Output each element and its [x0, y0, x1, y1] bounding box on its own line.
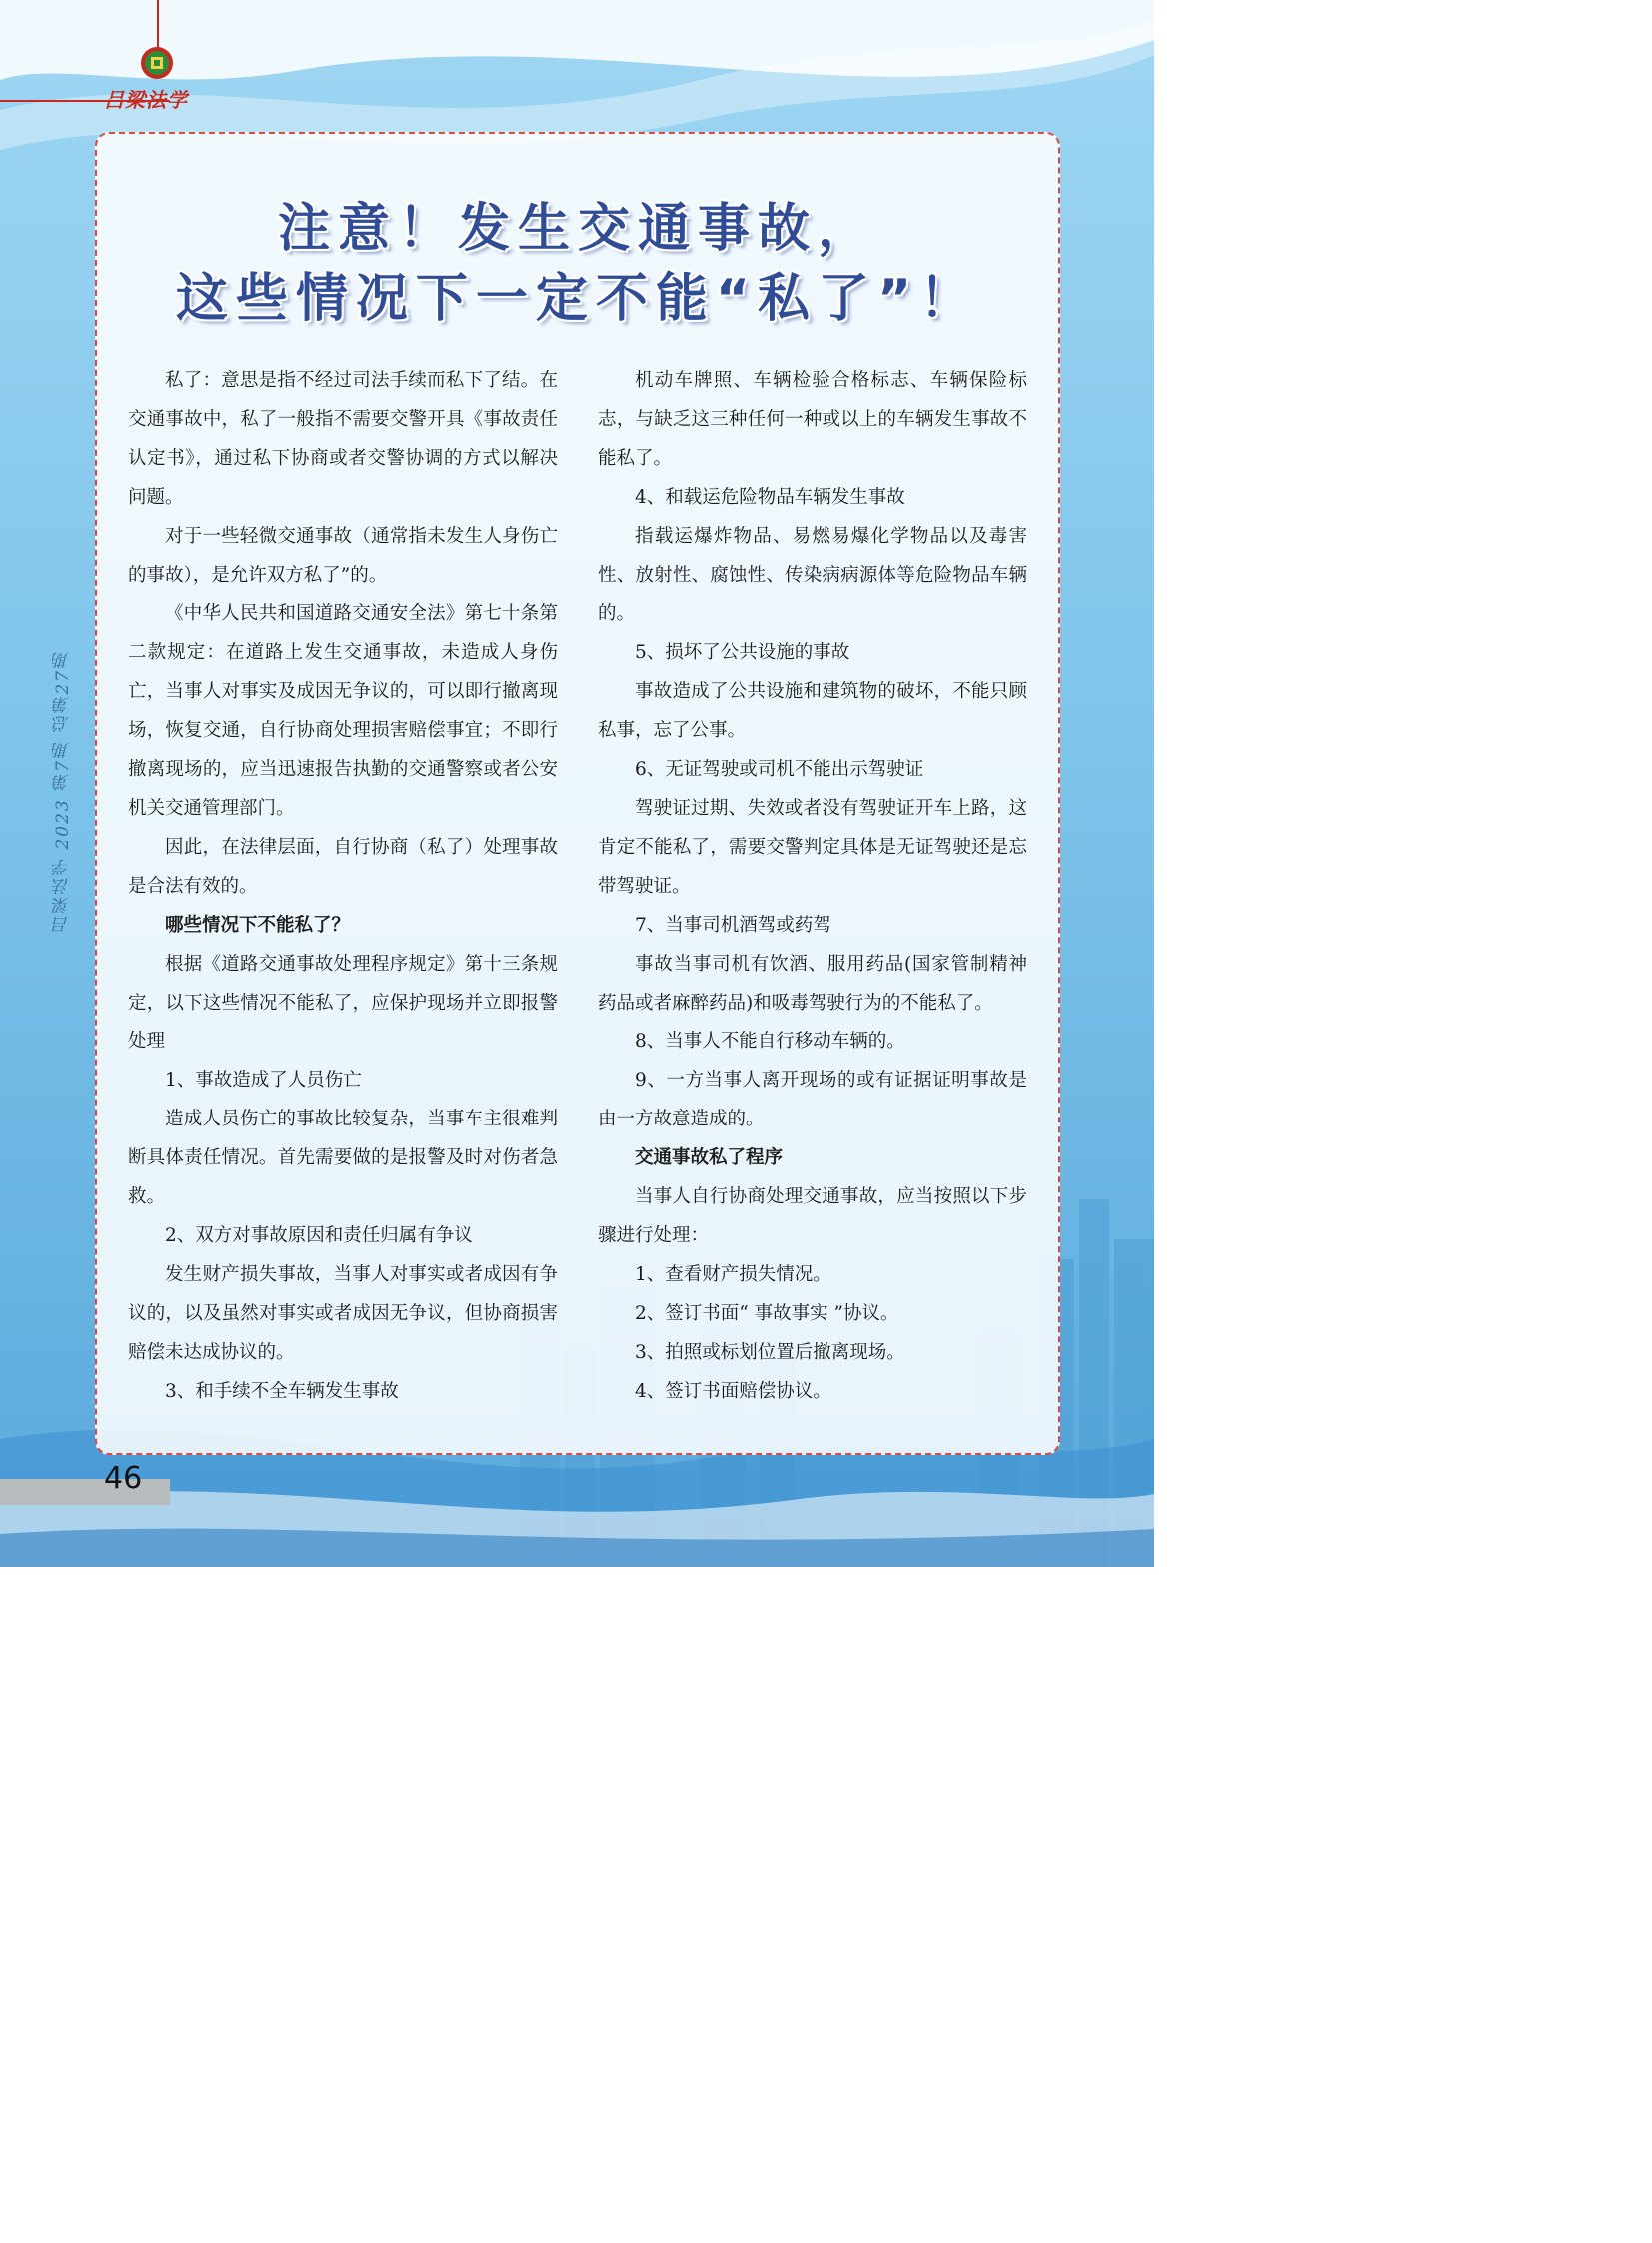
paragraph: 对于一些轻微交通事故（通常指未发生人身伤亡的事故），是允许双方私了”的。 — [128, 525, 558, 586]
list-item-heading: 1、事故造成了人员伤亡 — [165, 1070, 362, 1092]
list-item-heading: 4、和载运危险物品车辆发生事故 — [635, 486, 905, 508]
list-item-heading: 8、当事人不能自行移动车辆的。 — [635, 1031, 905, 1053]
paragraph: 事故当事司机有饮酒、服用药品(国家管制精神药品或者麻醉药品)和吸毒驾驶行为的不能私了。 — [598, 953, 1027, 1014]
paragraph: 驾驶证过期、失效或者没有驾驶证开车上路，这肯定不能私了，需要交警判定具体是无证驾驶还是忘带驾驶证。 — [598, 797, 1027, 897]
paragraph: 当事人自行协商处理交通事故，应当按照以下步骤进行处理： — [598, 1186, 1027, 1246]
paragraph: 9、一方当事人离开现场的或有证据证明事故是由一方故意造成的。 — [598, 1070, 1027, 1130]
section-heading: 交通事故私了程序 — [635, 1147, 784, 1169]
article-column-left — [128, 362, 558, 1411]
list-item: 3、拍照或标划位置后撤离现场。 — [635, 1341, 905, 1363]
section-heading: 哪些情况下不能私了？ — [165, 914, 351, 936]
list-item-heading: 7、当事司机酒驾或药驾 — [635, 914, 831, 936]
paragraph: 造成人员伤亡的事故比较复杂，当事车主很难判断具体责任情况。首先需要做的是报警及时对伤者急救。 — [128, 1109, 558, 1208]
list-item: 4、签订书面赔偿协议。 — [635, 1380, 831, 1402]
page-number-bar — [0, 1479, 170, 1505]
list-item: 1、查看财产损失情况。 — [635, 1263, 831, 1285]
article-title-line-2: 这些情况下一定不能“私了”！ — [175, 269, 980, 329]
paragraph: 机动车牌照、车辆检验合格标志、车辆保险标志，与缺乏这三种任何一种或以上的车辆发生事故不能私了。 — [598, 370, 1027, 469]
list-item-heading: 6、无证驾驶或司机不能出示驾驶证 — [635, 759, 924, 781]
decor-red-line-vertical — [157, 0, 159, 48]
paragraph: 私了：意思是指不经过司法手续而私下了结。在交通事故中，私了一般指不需要交警开具《事故责任认定书》，通过私下协商或者交警协调的方式以解决问题。 — [128, 370, 558, 508]
paragraph: 指载运爆炸物品、易燃易爆化学物品以及毒害性、放射性、腐蚀性、传染病病源体等危险物品车辆的。 — [598, 525, 1027, 625]
brand-logo-icon — [140, 46, 174, 80]
article-column-right — [598, 362, 1027, 1411]
list-item: 2、签订书面“ 事故事实 ”协议。 — [635, 1302, 899, 1324]
paragraph: 发生财产损失事故，当事人对事实或者成因有争议的，以及虽然对事实或者成因无争议，但协商损害赔偿未达成协议的。 — [128, 1263, 558, 1363]
paragraph: 《中华人民共和国道路交通安全法》第七十条第二款规定：在道路上发生交通事故，未造成人身伤亡，当事人对事实及成因无争议的，可以即行撤离现场，恢复交通，自行协商处理损害赔偿事宜；不即行撤离现场的，应当迅速报告执勤的交通警察或者公安机关交通管理部门。 — [128, 603, 558, 819]
article-title-line-1: 注意！发生交通事故， — [277, 199, 877, 259]
page-number: 46 — [104, 1461, 143, 1496]
paragraph: 根据《道路交通事故处理程序规定》第十三条规定，以下这些情况不能私了，应保护现场并立即报警处理 — [128, 953, 558, 1053]
brand-name: 吕梁法学 — [104, 88, 188, 112]
list-item-heading: 2、双方对事故原因和责任归属有争议 — [165, 1224, 473, 1246]
issue-side-label: 吕梁法学 2023 第7期 总第27期 — [53, 650, 73, 933]
list-item-heading: 3、和手续不全车辆发生事故 — [165, 1380, 399, 1402]
paragraph: 因此，在法律层面，自行协商（私了）处理事故是合法有效的。 — [128, 836, 558, 897]
paragraph: 事故造成了公共设施和建筑物的破坏，不能只顾私事，忘了公事。 — [598, 681, 1027, 742]
list-item-heading: 5、损坏了公共设施的事故 — [635, 642, 850, 664]
